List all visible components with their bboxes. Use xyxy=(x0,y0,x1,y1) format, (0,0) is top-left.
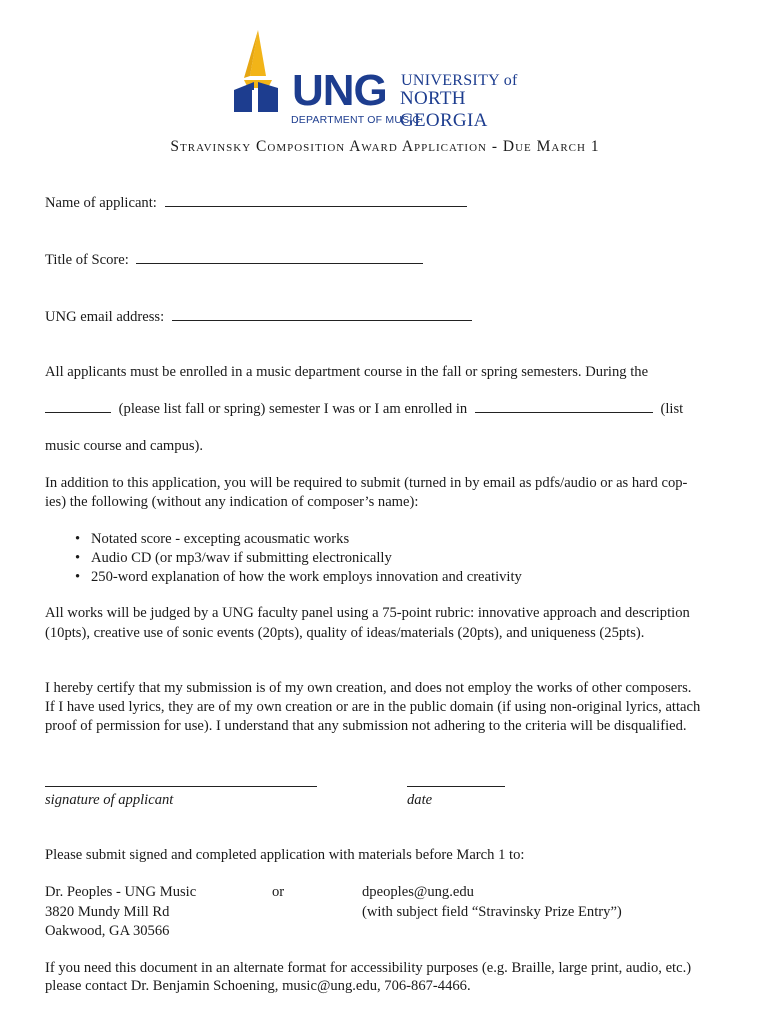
signature-line[interactable] xyxy=(45,786,317,787)
address-line: 3820 Mundy Mill Rd xyxy=(45,904,170,920)
score-label: Title of Score: xyxy=(45,252,129,268)
or-text: or xyxy=(272,884,285,900)
certify-line1: I hereby certify that my submission is of my own creation, and does not employ the works of other composers. xyxy=(45,680,692,696)
enrollment-line3: music course and campus). xyxy=(45,438,204,454)
enrollment-line1: All applicants must be enrolled in a music department course in the fall or spring semesters. During the xyxy=(45,364,649,380)
semester-field[interactable] xyxy=(45,411,111,413)
enrollment-line2 xyxy=(45,400,683,419)
enrollment-mid-text: (please list fall or spring) semester I was or I am enrolled in xyxy=(118,401,468,417)
logo-text: UNG xyxy=(292,66,387,115)
name-label: Name of applicant: xyxy=(45,195,157,211)
certify-line3: proof of permission for use). I understand that any submission not adhering to the criteria will be disqualified. xyxy=(45,718,687,734)
date-label: date xyxy=(407,792,433,808)
address-line: Oakwood, GA 30566 xyxy=(45,923,170,939)
judging-line1: All works will be judged by a UNG faculty panel using a 75-point rubric: innovative approach and description xyxy=(45,605,690,621)
address-line: Dr. Peoples - UNG Music xyxy=(45,884,197,900)
ung-logo xyxy=(228,28,558,131)
signature-label: signature of applicant xyxy=(45,792,174,808)
page-title: Stravinsky Composition Award Application - Due March 1 xyxy=(170,138,600,155)
email-field-row xyxy=(45,308,472,327)
list-item: • Notated score - excepting acousmatic works xyxy=(75,530,522,549)
submission-line2: ies) the following (without any indication of composer’s name): xyxy=(45,494,419,510)
list-item: • Audio CD (or mp3/wav if submitting electronically xyxy=(75,549,522,568)
email-subject-note: (with subject field “Stravinsky Prize Entry”) xyxy=(362,904,622,920)
submission-line1: In addition to this application, you will be required to submit (turned in by email as pdfs/audio or as hard cop- xyxy=(45,475,688,491)
name-field-row xyxy=(45,194,467,213)
enrollment-end-text: (list xyxy=(660,401,684,417)
department-name: DEPARTMENT OF MUSIC xyxy=(291,114,421,126)
score-title-field[interactable] xyxy=(136,262,423,264)
contact-email: dpeoples@ung.edu xyxy=(362,884,474,900)
accessibility-line2: please contact Dr. Benjamin Schoening, music@ung.edu, 706-867-4466. xyxy=(45,978,471,994)
certify-line2: If I have used lyrics, they are of my own creation or are in the public domain (if using non-original lyrics, attach xyxy=(45,699,701,715)
email-field[interactable] xyxy=(172,319,472,321)
name-field[interactable] xyxy=(165,205,467,207)
requirements-list xyxy=(75,530,522,587)
judging-line2: (10pts), creative use of sonic events (20pts), quality of ideas/materials (20pts), and uniqueness (25pts). xyxy=(45,625,645,641)
course-field[interactable] xyxy=(475,411,653,413)
score-field-row xyxy=(45,251,423,270)
date-line[interactable] xyxy=(407,786,505,787)
list-item: • 250-word explanation of how the work employs innovation and creativity xyxy=(75,568,522,587)
email-label: UNG email address: xyxy=(45,309,165,325)
submit-intro: Please submit signed and completed application with materials before March 1 to: xyxy=(45,847,525,863)
university-line1: UNIVERSITY of xyxy=(401,72,518,89)
bell-tower-icon xyxy=(228,28,288,118)
accessibility-line1: If you need this document in an alternate format for accessibility purposes (e.g. Braille, large print, audio, etc.) xyxy=(45,960,692,976)
university-line2: NORTH GEORGIA xyxy=(400,88,488,131)
